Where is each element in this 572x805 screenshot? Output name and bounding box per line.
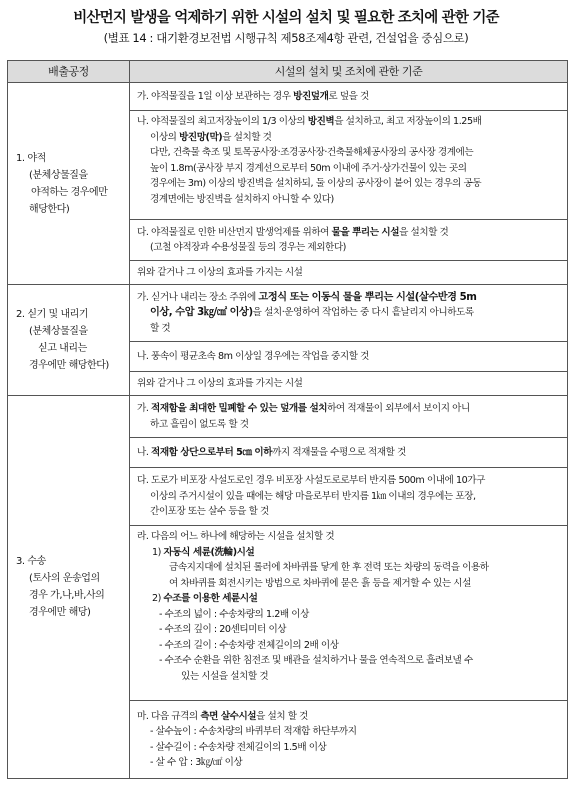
standards-table <box>7 60 568 779</box>
header-process: 배출공정 <box>8 61 130 83</box>
header-row <box>8 61 568 83</box>
category-loading: 2. 싣기 및 내리기 (분체상물질을 싣고 내리는 경우에만 해당한다) <box>8 285 130 396</box>
req-cell: 마. 다음 규격의 측면 살수시설을 설치 할 것 - 살수높이 : 수송차량의 바퀴부터 적재함 하단부까지 - 살수길이 : 수송차량 전체길이의 1.5배 이상 - 살 수 압 : 3㎏/㎠ 이상 <box>130 701 568 779</box>
req-cell: 위와 같거나 그 이상의 효과를 가지는 시설 <box>130 372 568 396</box>
page-subtitle: (별표 14 : 대기환경보전법 시행규칙 제58조제4항 관련, 건설업을 중심으로) <box>103 31 469 45</box>
req-cell: 나. 적재함 상단으로부터 5㎝ 이하까지 적재물을 수평으로 적재할 것 <box>130 438 568 468</box>
req-cell: 가. 야적물질을 1일 이상 보관하는 경우 방진덮개로 덮을 것 <box>130 83 568 111</box>
table-row <box>8 83 568 111</box>
req-cell: 다. 도로가 비포장 사설도로인 경우 비포장 사설도로로부터 반지름 500m 이내에 10가구 이상의 주거시설이 있을 때에는 해당 마을로부터 반지름 1㎞ 이내의 경우에는 포장, 간이포장 또는 살수 등을 할 것 <box>130 468 568 526</box>
table-row <box>8 396 568 438</box>
req-cell: 다. 야적물질로 인한 비산먼지 발생억제를 위하여 물을 뿌리는 시설을 설치할 것 (고철 야적장과 수용성물질 등의 경우는 제외한다) <box>130 220 568 261</box>
req-cell: 나. 풍속이 평균초속 8m 이상일 경우에는 작업을 중지할 것 <box>130 342 568 372</box>
table-row <box>8 285 568 342</box>
category-transport: 3. 수송 (토사의 운송업의 경우 가,나,바,사의 경우에만 해당) <box>8 396 130 779</box>
page-title: 비산먼지 발생을 억제하기 위한 시설의 설치 및 필요한 조치에 관한 기준 <box>73 10 499 26</box>
category-stockpile: 1. 야적 (분체상물질을 야적하는 경우에만 해당한다) <box>8 83 130 285</box>
req-cell: 나. 야적물질의 최고저장높이의 1/3 이상의 방진벽을 설치하고, 최고 저장높이의 1.25배 이상의 방진망(막)을 설치할 것 다만, 건축물 축조 및 토목공사장·조경공사장·건축물해체공사장의 공사장 경계에는 높이 1.8m(공사장 부지 경계선으로부터 50m 이내에 주거·상가건물이 있는 곳의 경우에는 3m) 이상의 방진벽을 설치하되, 둘 이상의 공사장이 붙어 있는 경우의 공동 경계면에는 방진벽을 설치하지 아니할 수 있다) <box>130 111 568 220</box>
req-cell: 위와 같거나 그 이상의 효과를 가지는 시설 <box>130 261 568 285</box>
req-cell: 가. 싣거나 내리는 장소 주위에 고정식 또는 이동식 물을 뿌리는 시설(살수반경 5m 이상, 수압 3㎏/㎠ 이상)을 설치·운영하여 작업하는 중 다시 흩날리지 아니하도록 할 것 <box>130 285 568 342</box>
req-cell: 라. 다음의 어느 하나에 해당하는 시설을 설치할 것 1) 자동식 세륜(洗輪)시설 금속지지대에 설치된 롤러에 차바퀴를 닿게 한 후 전력 또는 차량의 동력을 이용하 여 차바퀴를 회전시키는 방법으로 차바퀴에 묻은 흙 등을 제거할 수 있는 시설 2) 수조를 이용한 세륜시설 - 수조의 넓이 : 수송차량의 1.2배 이상 - 수조의 깊이 : 20센티미터 이상 - 수조의 길이 : 수송차량 전체길이의 2배 이상 - 수조수 순환을 위한 침전조 및 배관을 설치하거나 물을 연속적으로 흘려보낼 수 있는 시설을 설치할 것 <box>130 526 568 701</box>
header-measures: 시설의 설치 및 조치에 관한 기준 <box>130 61 568 83</box>
req-cell: 가. 적재함을 최대한 밀폐할 수 있는 덮개를 설치하여 적재물이 외부에서 보이지 아니 하고 흘림이 없도록 할 것 <box>130 396 568 438</box>
